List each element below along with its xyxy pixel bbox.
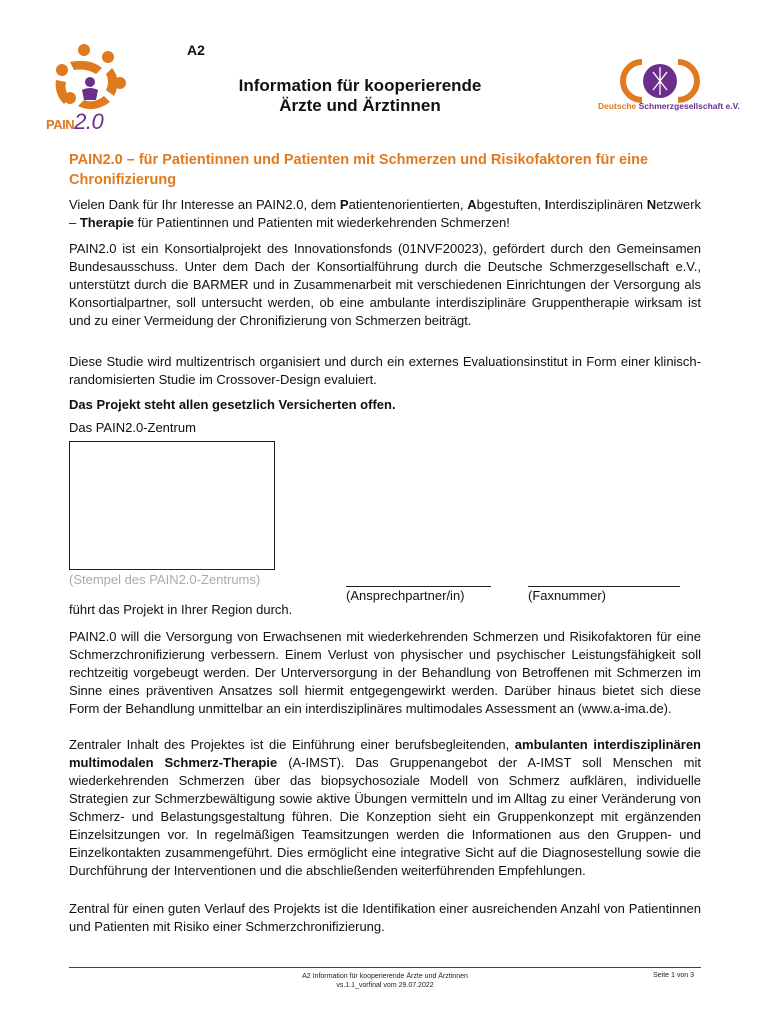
stamp-field[interactable] (69, 441, 275, 570)
contact-person-field[interactable] (346, 586, 491, 587)
footer-info: A2 Information für kooperierende Ärzte und Ärztinnen vs.1.1_vorfinal vom 29.07.2022 (302, 973, 468, 989)
study-paragraph: Diese Studie wird multizentrisch organisiert und durch ein externes Evaluationsinstitut in Form einer klinisch-randomisierten Studie im Crossover-Design evaluiert. (69, 354, 701, 387)
eligibility-statement: Das Projekt steht allen gesetzlich Versicherten offen. (69, 397, 396, 412)
content-paragraph: Zentraler Inhalt des Projektes ist die Einführung einer berufsbegleitenden, ambulanten interdisziplinären multimodalen Schmerz-Therapie (A-IMST). Das Gruppenangebot der A-IMST soll Menschen mit wiederkehrenden Schmerzen über das biopsychosoziale Modell von Schmerz aufklären, individuelle Strategien zur Schmerzbewältigung sowie aktive Übungen vermitteln und im Alltag zu einer Veränderung von Schmerz- und Belastungsgestaltung führen. Die Konzeption sieht ein Gruppenkonzept mit ergänzenden Einzelsitzungen vor. In regelmäßigen Teamsitzungen werden die Informationen aus den Gruppen- und Einzelkontakten zusammengeführt. Dies ermöglicht eine integrative Sicht auf die Diagnosestellung sowie die Durchführung der Interventionen und die abschließenden weiterführenden Empfehlungen. (69, 737, 701, 878)
footer-divider (69, 967, 701, 968)
contact-person-label: (Ansprechpartner/in) (346, 588, 465, 603)
center-label: Das PAIN2.0-Zentrum (69, 420, 196, 435)
pain-logo-text: PAIN2.0 (46, 109, 104, 134)
section-heading: PAIN2.0 – für Patientinnen und Patienten mit Schmerzen und Risikofaktoren für eine Chronifizierung (69, 152, 649, 188)
fax-number-label: (Faxnummer) (528, 588, 607, 603)
schmerzgesellschaft-logo-text: Deutsche Schmerzgesellschaft e.V. (598, 101, 740, 111)
stamp-label: (Stempel des PAIN2.0-Zentrums) (69, 572, 261, 587)
region-text: führt das Projekt in Ihrer Region durch. (69, 602, 293, 617)
intro-paragraph: Vielen Dank für Ihr Interesse an PAIN2.0, dem Patientenorientierten, Abgestuften, Interdisziplinären Netzwerk – Therapie für Patientinnen und Patienten mit wiederkehrenden Schmerzen! (69, 197, 701, 230)
consortium-paragraph: PAIN2.0 ist ein Konsortialprojekt des Innovationsfonds (01NVF20023), gefördert durch den Gemeinsamen Bundesausschuss. Unter dem Dach der Konsortialführung durch die Deutsche Schmerzgesellschaft e.V., unterstützt durch die BARMER und in Zusammenarbeit mit verschiedenen Einrichtungen der Versorgung als Konsortialpartner, soll untersucht werden, ob eine ambulante interdisziplinäre Gruppentherapie wirksam ist und zu einer Vermeidung der Chronifizierung von Schmerzen beiträgt. (69, 241, 701, 328)
schmerzgesellschaft-logo-icon (620, 58, 700, 104)
page-number: Seite 1 von 3 (653, 972, 694, 979)
goal-paragraph: PAIN2.0 will die Versorgung von Erwachsenen mit wiederkehrenden Schmerzen und Risikofaktoren für eine Schmerzchronifizierung verbessern. Einem Verlust von physischer und psychischer Leistungsfähigkeit soll rechtzeitig vorgebeugt werden. Der Unterversorgung in der Behandlung von Betroffenen mit Schmerzen im Sinne eines präventiven Ansatzes soll hiermit entgegengewirkt werden. Darüber hinaus bietet sich diese Form der Behandlung unmittelbar an ein interdisziplinäres multimodales Assessment an (www.a-ima.de). (69, 629, 701, 716)
document-code: A2 (187, 42, 205, 58)
fax-number-field[interactable] (528, 586, 680, 587)
identification-paragraph: Zentral für einen guten Verlauf des Projekts ist die Identifikation einer ausreichenden Anzahl von Patientinnen und Patienten mit Risiko einer Schmerzchronifizierung. (69, 901, 701, 934)
page-title: Information für kooperierende Ärzte und Ärztinnen (238, 76, 482, 115)
